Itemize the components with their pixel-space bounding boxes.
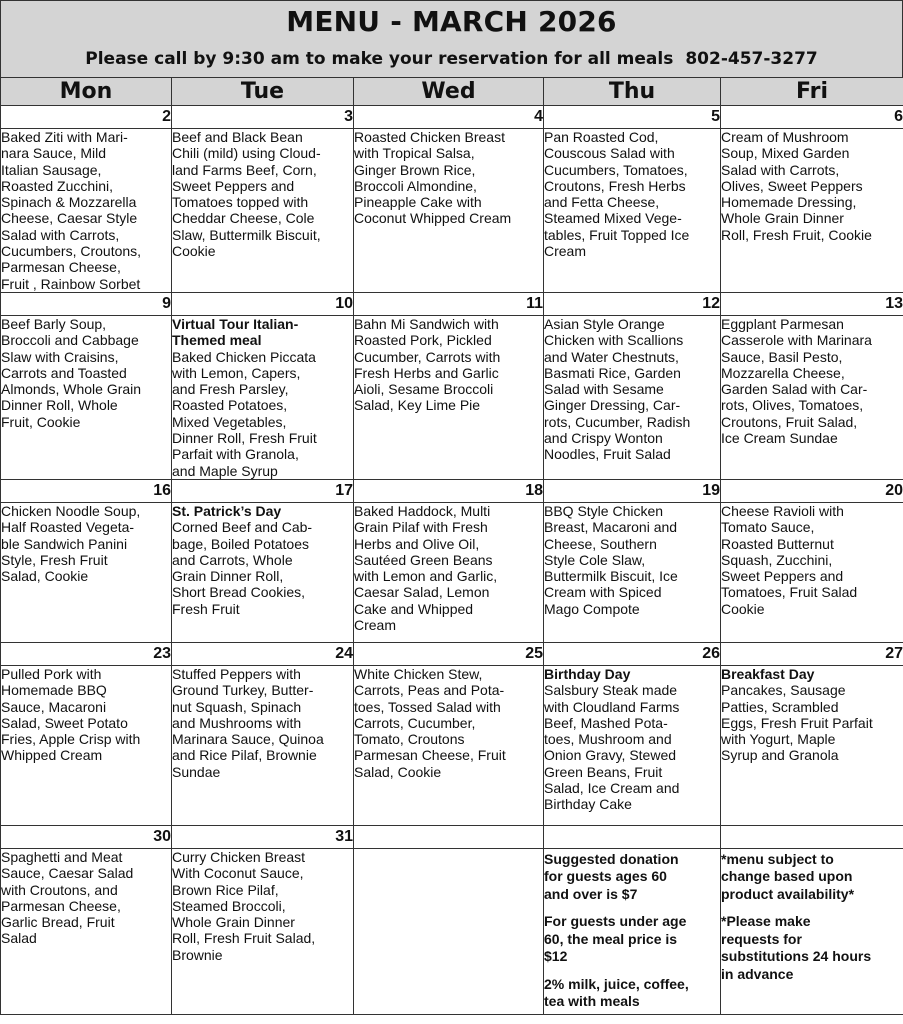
menu-row: [1, 502, 903, 642]
meal-description: Bahn Mi Sandwich with Roasted Pork, Pickled Cucumber, Carrots with Fresh Herbs and Garlic Aioli, Sesame Broccoli Salad, Key Lime Pie: [354, 315, 501, 414]
meal-description: Pulled Pork with Homemade BBQ Sauce, Macaroni Salad, Sweet Potato Fries, Apple Crisp with Whipped Cream: [1, 665, 141, 764]
menu-row: [1, 665, 903, 825]
menu-cell: [544, 129, 721, 293]
menu-cell: [354, 315, 544, 479]
special-day-heading: Birthday Day: [544, 665, 631, 682]
menu-row: [1, 848, 903, 1014]
date-number: 30: [1, 825, 172, 848]
date-number: 25: [354, 642, 544, 665]
date-number: 3: [172, 106, 354, 129]
date-number: 5: [544, 106, 721, 129]
menu-header: [0, 0, 903, 78]
special-day-heading: St. Patrick’s Day: [172, 502, 282, 519]
menu-cell: [544, 315, 721, 479]
menu-cell: [354, 129, 544, 293]
menu-cell: [354, 665, 544, 825]
menu-cell: [172, 848, 354, 1014]
menu-cell: [721, 665, 903, 825]
menu-cell: [1, 315, 172, 479]
meal-description: Baked Ziti with Mari- nara Sauce, Mild Italian Sausage, Roasted Zucchini, Spinach & Mozzarella Cheese, Caesar Style Salad with Carrots, Cucumbers, Croutons, Parmesan Cheese, Fruit , Rainbow Sorbet: [1, 129, 142, 292]
menu-cell: [721, 315, 903, 479]
weekday-thu: Thu: [544, 78, 721, 106]
date-number: 12: [544, 292, 721, 315]
menu-cell: [721, 502, 903, 642]
date-row: [1, 106, 903, 129]
meal-description: Beef and Black Bean Chili (mild) using Cloud- land Farms Beef, Corn, Sweet Peppers and Tomatoes topped with Cheddar Cheese, Cole Slaw, Buttermilk Biscuit, Cookie: [172, 129, 321, 260]
menu-cell: [1, 502, 172, 642]
menu-cell: [172, 129, 354, 293]
date-number: 10: [172, 292, 354, 315]
meal-description: Spaghetti and Meat Sauce, Caesar Salad with Croutons, and Parmesan Cheese, Garlic Bread, Fruit Salad: [1, 848, 134, 947]
menu-cell: [721, 848, 903, 1014]
meal-description: Pan Roasted Cod, Couscous Salad with Cucumbers, Tomatoes, Croutons, Fresh Herbs and Fetta Cheese, Steamed Mixed Vege- tables, Fruit Topped Ice Cream: [544, 129, 690, 260]
info-note: For guests under age 60, the meal price is $12: [544, 913, 687, 965]
meal-description: Baked Haddock, Multi Grain Pilaf with Fresh Herbs and Olive Oil, Sautéed Green Beans with Lemon and Garlic, Caesar Salad, Lemon Cake and Whipped Cream: [354, 502, 498, 634]
date-number: [354, 825, 544, 848]
date-number: 16: [1, 479, 172, 502]
weekday-mon: Mon: [1, 78, 172, 106]
special-day-heading: Breakfast Day: [721, 665, 815, 682]
reservation-notice: [1, 49, 902, 69]
date-number: 6: [721, 106, 903, 129]
meal-description: Salsbury Steak made with Cloudland Farms Beef, Mashed Pota- toes, Mushroom and Onion Gravy, Stewed Green Beans, Fruit Salad, Ice Cream and Birthday Cake: [544, 682, 680, 813]
special-day-heading: Virtual Tour Italian- Themed meal: [172, 315, 299, 349]
date-number: [721, 825, 903, 848]
date-row: [1, 642, 903, 665]
menu-row: [1, 129, 903, 293]
menu-cell: [1, 848, 172, 1014]
menu-cell: [172, 502, 354, 642]
meal-description: BBQ Style Chicken Breast, Macaroni and Cheese, Southern Style Cole Slaw, Buttermilk Biscuit, Ice Cream with Spiced Mago Compote: [544, 502, 678, 617]
date-number: 23: [1, 642, 172, 665]
menu-cell: [172, 315, 354, 479]
meal-description: Baked Chicken Piccata with Lemon, Capers, and Fresh Parsley, Roasted Potatoes, Mixed Vegetables, Dinner Roll, Fresh Fruit Parfait with Granola, and Maple Syrup: [172, 348, 317, 479]
menu-cell: [544, 848, 721, 1014]
menu-cell: [172, 665, 354, 825]
date-number: 13: [721, 292, 903, 315]
meal-description: Beef Barly Soup, Broccoli and Cabbage Slaw with Craisins, Carrots and Toasted Almonds, Whole Grain Dinner Roll, Whole Fruit, Cookie: [1, 315, 142, 430]
date-number: 2: [1, 106, 172, 129]
menu-cell: [544, 502, 721, 642]
menu-row: [1, 315, 903, 479]
meal-description: Asian Style Orange Chicken with Scallions and Water Chestnuts, Basmati Rice, Garden Salad with Sesame Ginger Dressing, Car- rots, Cucumber, Radish and Crispy Wonton Noodles, Fruit Salad: [544, 315, 691, 463]
date-row: [1, 292, 903, 315]
date-number: 24: [172, 642, 354, 665]
menu-cell: [1, 665, 172, 825]
date-row: [1, 479, 903, 502]
date-number: 9: [1, 292, 172, 315]
meal-description: White Chicken Stew, Carrots, Peas and Pota- toes, Tossed Salad with Carrots, Cucumber, Tomato, Croutons Parmesan Cheese, Fruit Salad, Cookie: [354, 665, 506, 780]
phone-number[interactable]: 802-457-3277: [685, 49, 818, 69]
menu-cell: [354, 502, 544, 642]
menu-calendar: [0, 77, 903, 1015]
meal-description: Pancakes, Sausage Patties, Scrambled Eggs, Fresh Fruit Parfait with Yogurt, Maple Syrup and Granola: [721, 682, 873, 764]
meal-description: Stuffed Peppers with Ground Turkey, Butter- nut Squash, Spinach and Mushrooms with Marinara Sauce, Quinoa and Rice Pilaf, Brownie Sundae: [172, 665, 324, 780]
meal-description: Cheese Ravioli with Tomato Sauce, Roasted Butternut Squash, Zucchini, Sweet Peppers and Tomatoes, Fruit Salad Cookie: [721, 502, 858, 617]
info-note: *Please make requests for substitutions 24 hours in advance: [721, 913, 872, 982]
date-number: 27: [721, 642, 903, 665]
meal-description: Cream of Mushroom Soup, Mixed Garden Salad with Carrots, Olives, Sweet Peppers Homemade Dressing, Whole Grain Dinner Roll, Fresh Fruit, Cookie: [721, 129, 872, 243]
weekday-header-row: [1, 78, 903, 106]
weekday-fri: Fri: [721, 78, 903, 106]
meal-description: Chicken Noodle Soup, Half Roasted Vegeta- ble Sandwich Panini Style, Fresh Fruit Salad, Cookie: [1, 502, 141, 585]
weekday-wed: Wed: [354, 78, 544, 106]
meal-description: Eggplant Parmesan Casserole with Marinara Sauce, Basil Pesto, Mozzarella Cheese, Garden Salad with Car- rots, Olives, Tomatoes, Croutons, Fruit Salad, Ice Cream Sundae: [721, 315, 872, 447]
date-number: [544, 825, 721, 848]
meal-description: Corned Beef and Cab- bage, Boiled Potatoes and Carrots, Whole Grain Dinner Roll, Short Bread Cookies, Fresh Fruit: [172, 519, 313, 617]
menu-title: MENU - MARCH 2026: [286, 5, 617, 38]
date-number: 20: [721, 479, 903, 502]
date-row: [1, 825, 903, 848]
date-number: 19: [544, 479, 721, 502]
date-number: 31: [172, 825, 354, 848]
menu-cell: [544, 665, 721, 825]
info-note: 2% milk, juice, coffee, tea with meals: [544, 975, 689, 1010]
date-number: 11: [354, 292, 544, 315]
menu-cell: [354, 848, 544, 1014]
weekday-tue: Tue: [172, 78, 354, 106]
menu-cell: [1, 129, 172, 293]
date-number: 26: [544, 642, 721, 665]
meal-description: Roasted Chicken Breast with Tropical Salsa, Ginger Brown Rice, Broccoli Almondine, Pineapple Cake with Coconut Whipped Cream: [354, 129, 512, 227]
info-notes: [721, 849, 903, 984]
info-note: Suggested donation for guests ages 60 and over is $7: [544, 850, 679, 902]
info-notes: [544, 849, 720, 1011]
menu-cell: [721, 129, 903, 293]
info-note: *menu subject to change based upon product availability*: [721, 850, 855, 902]
reservation-text: Please call by 9:30 am to make your reservation for all meals: [85, 49, 674, 69]
date-number: 4: [354, 106, 544, 129]
date-number: 17: [172, 479, 354, 502]
date-number: 18: [354, 479, 544, 502]
meal-description: Curry Chicken Breast With Coconut Sauce, Brown Rice Pilaf, Steamed Broccoli, Whole Grain Dinner Roll, Fresh Fruit Salad, Brownie: [172, 848, 316, 963]
